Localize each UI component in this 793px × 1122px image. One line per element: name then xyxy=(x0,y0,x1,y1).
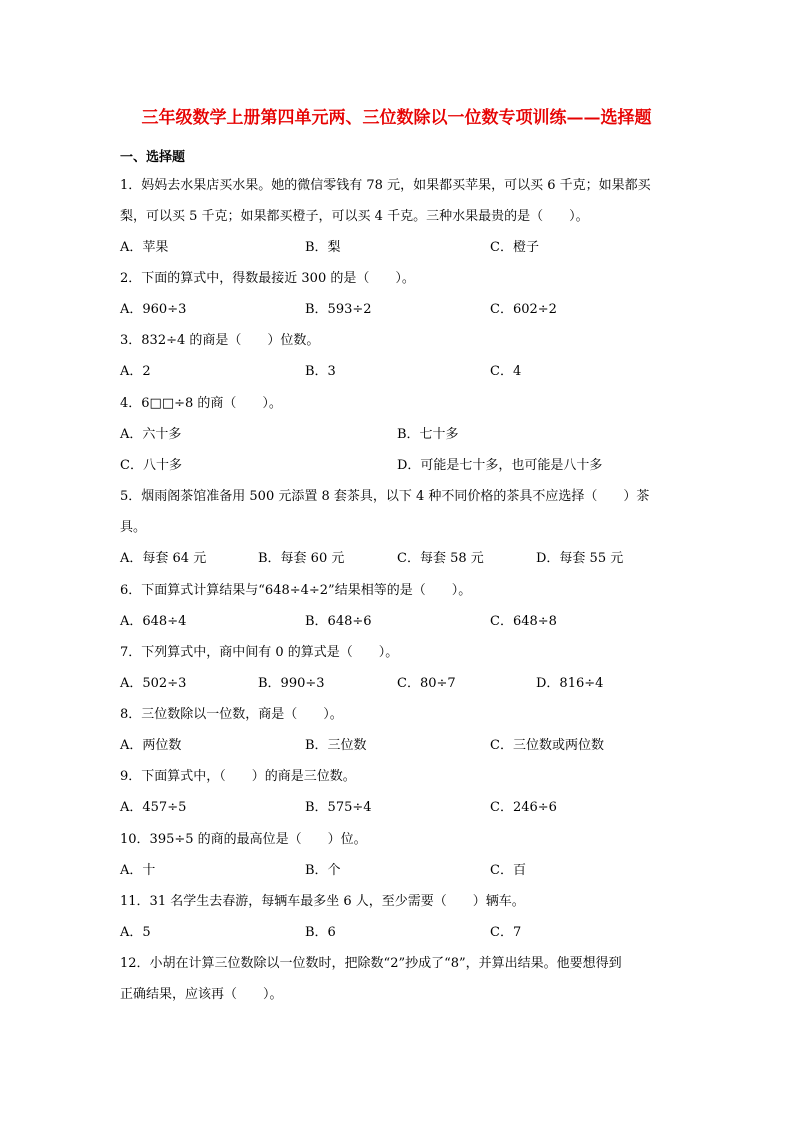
question-11-option-a: A．5 xyxy=(120,925,151,940)
question-5-option-a: A．每套 64 元 xyxy=(120,551,207,566)
question-9-option-a: A．457÷5 xyxy=(120,800,187,815)
question-2-option-b: B．593÷2 xyxy=(305,302,372,317)
document-title: 三年级数学上册第四单元两、三位数除以一位数专项训练——选择题 xyxy=(141,108,652,128)
question-1-line-2: 梨，可以买 5 千克；如果都买橙子，可以买 4 千克。三种水果最贵的是（ ）。 xyxy=(120,209,589,224)
question-9-line-1: 9．下面算式中，（ ）的商是三位数。 xyxy=(120,769,356,784)
question-3-option-b: B．3 xyxy=(305,364,336,379)
question-4-option-d: D．可能是七十多，也可能是八十多 xyxy=(397,458,603,473)
question-7-option-a: A．502÷3 xyxy=(120,676,187,691)
question-4-option-a: A．六十多 xyxy=(120,427,182,442)
question-1-option-b: B．梨 xyxy=(305,240,341,255)
question-4-line-1: 4．6□□÷8 的商（ ）。 xyxy=(120,396,282,411)
section-heading: 一、选择题 xyxy=(120,150,186,165)
question-9-option-c: C．246÷6 xyxy=(490,800,557,815)
question-11-option-b: B．6 xyxy=(305,925,336,940)
question-6-option-a: A．648÷4 xyxy=(120,614,187,629)
question-7-line-1: 7．下列算式中，商中间有 0 的算式是（ ）。 xyxy=(120,645,399,660)
question-6-line-1: 6．下面算式计算结果与“648÷4÷2”结果相等的是（ ）。 xyxy=(120,583,472,598)
question-8-option-c: C．三位数或两位数 xyxy=(490,738,604,753)
question-10-line-1: 10．395÷5 的商的最高位是（ ）位。 xyxy=(120,832,367,847)
question-10-option-a: A．十 xyxy=(120,863,156,878)
question-5-line-2: 具。 xyxy=(120,520,147,535)
question-2-line-1: 2．下面的算式中，得数最接近 300 的是（ ）。 xyxy=(120,271,415,286)
question-8-option-a: A．两位数 xyxy=(120,738,182,753)
question-3-line-1: 3．832÷4 的商是（ ）位数。 xyxy=(120,333,320,348)
question-6-option-c: C．648÷8 xyxy=(490,614,557,629)
question-5-option-d: D．每套 55 元 xyxy=(536,551,624,566)
question-1-option-a: A．苹果 xyxy=(120,240,169,255)
question-4-option-b: B．七十多 xyxy=(397,427,459,442)
question-3-option-a: A．2 xyxy=(120,364,151,379)
question-8-line-1: 8．三位数除以一位数，商是（ ）。 xyxy=(120,707,343,722)
question-1-option-c: C．橙子 xyxy=(490,240,539,255)
question-2-option-a: A．960÷3 xyxy=(120,302,187,317)
question-7-option-b: B．990÷3 xyxy=(258,676,325,691)
question-10-option-b: B．个 xyxy=(305,863,341,878)
question-7-option-c: C．80÷7 xyxy=(397,676,456,691)
question-4-option-c: C．八十多 xyxy=(120,458,182,473)
question-8-option-b: B．三位数 xyxy=(305,738,367,753)
question-10-option-c: C．百 xyxy=(490,863,526,878)
question-11-line-1: 11．31 名学生去春游，每辆车最多坐 6 人，至少需要（ ）辆车。 xyxy=(120,894,525,909)
question-2-option-c: C．602÷2 xyxy=(490,302,557,317)
question-5-line-1: 5．烟雨阁茶馆准备用 500 元添置 8 套茶具，以下 4 种不同价格的茶具不应选择（ ）茶 xyxy=(120,489,650,504)
question-1-line-1: 1．妈妈去水果店买水果。她的微信零钱有 78 元，如果都买苹果，可以买 6 千克；如果都买 xyxy=(120,178,651,193)
question-5-option-c: C．每套 58 元 xyxy=(397,551,484,566)
question-11-option-c: C．7 xyxy=(490,925,522,940)
question-9-option-b: B．575÷4 xyxy=(305,800,372,815)
question-5-option-b: B．每套 60 元 xyxy=(258,551,345,566)
question-7-option-d: D．816÷4 xyxy=(536,676,604,691)
question-6-option-b: B．648÷6 xyxy=(305,614,372,629)
question-3-option-c: C．4 xyxy=(490,364,522,379)
question-12-line-1: 12．小胡在计算三位数除以一位数时，把除数“2”抄成了“8”，并算出结果。他要想得到 xyxy=(120,956,622,971)
question-12-line-2: 正确结果，应该再（ ）。 xyxy=(120,987,283,1002)
